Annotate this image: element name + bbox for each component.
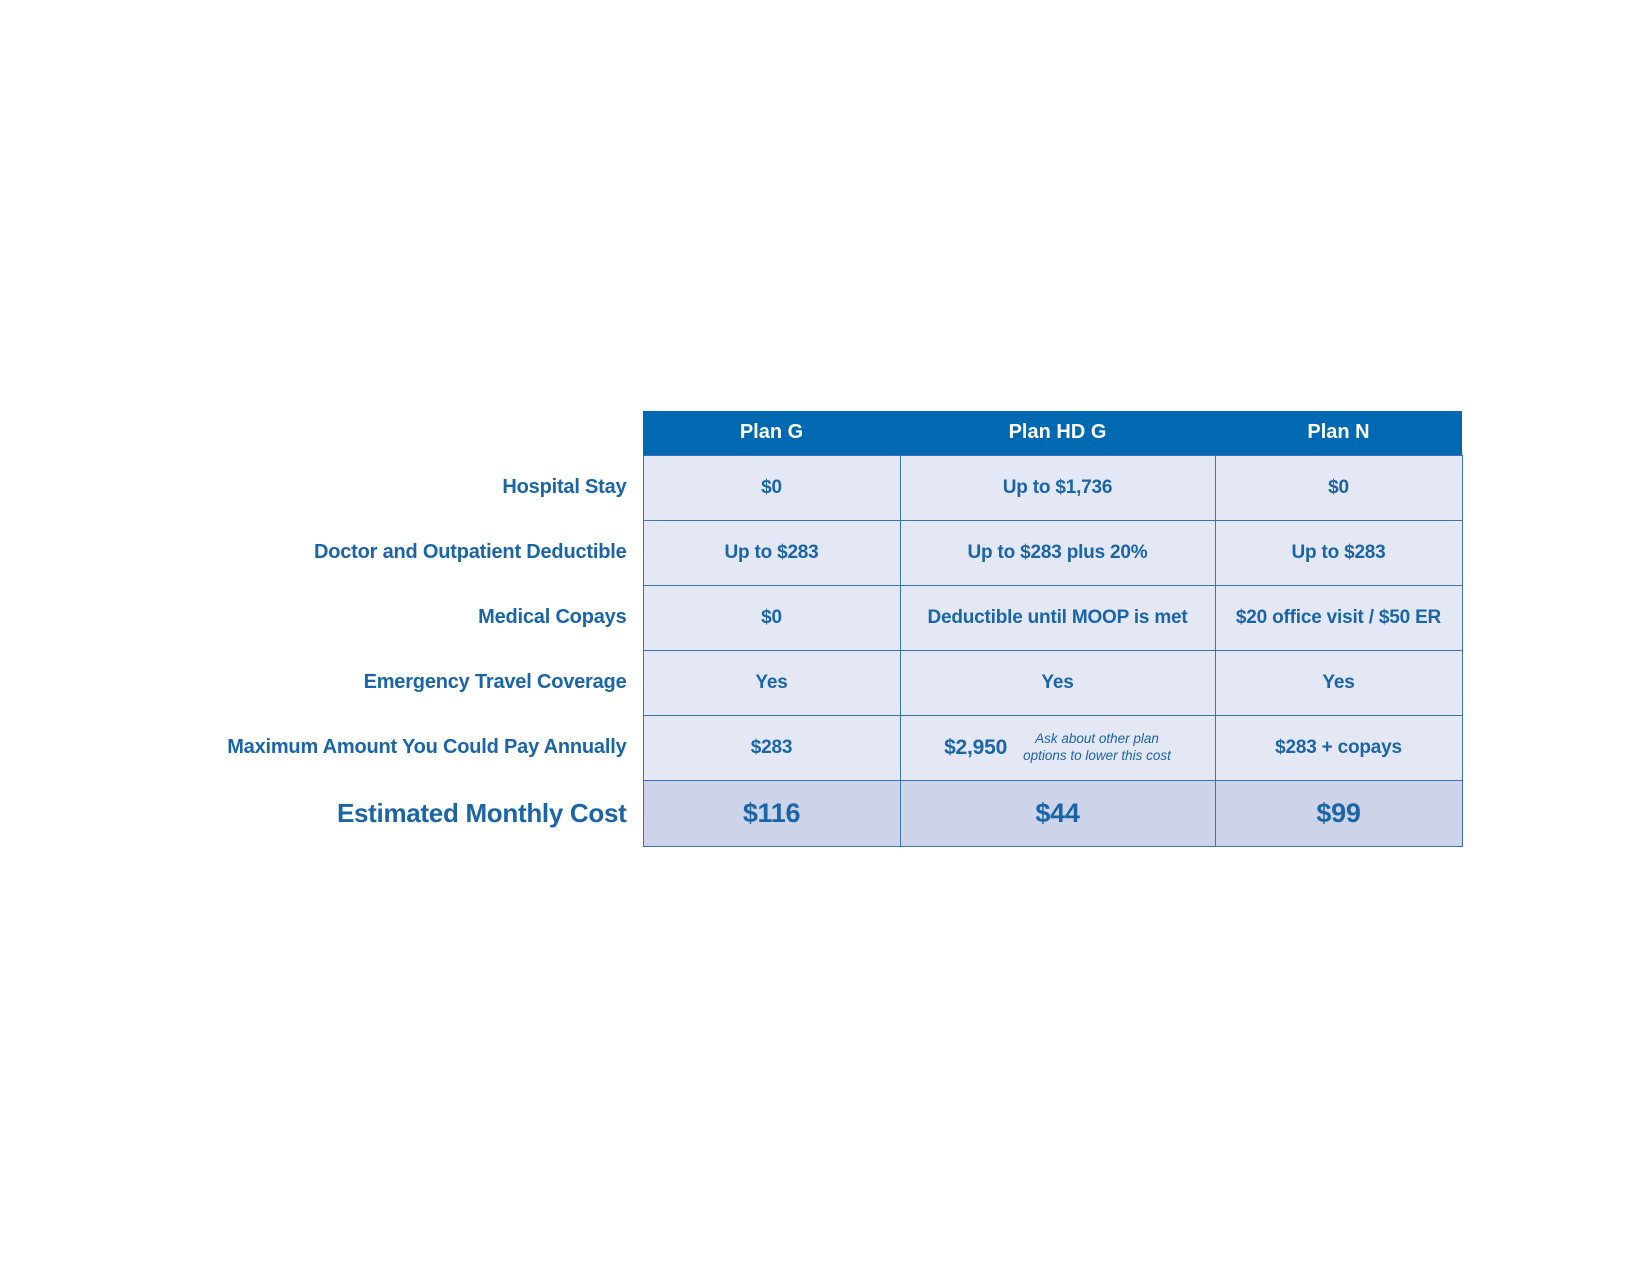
table-row-hospital-stay <box>150 455 1462 520</box>
row-label-medical-copays: Medical Copays <box>478 606 627 628</box>
cell-copays-plan-hd-g: Deductible until MOOP is met <box>900 585 1215 650</box>
cell-travel-plan-hd-g: Yes <box>900 650 1215 715</box>
table-row-deductible <box>150 520 1462 585</box>
cell-max-annual-plan-n: $283 + copays <box>1215 715 1462 780</box>
cell-travel-plan-n: Yes <box>1215 650 1462 715</box>
cell-monthly-cost-plan-n: $99 <box>1215 780 1462 846</box>
cell-copays-plan-n: $20 office visit / $50 ER <box>1215 585 1462 650</box>
column-header-plan-hd-g: Plan HD G <box>900 411 1215 455</box>
row-label-deductible: Doctor and Outpatient Deductible <box>314 541 627 563</box>
row-label-hospital-stay: Hospital Stay <box>502 476 627 498</box>
header-spacer <box>150 411 643 455</box>
max-annual-hd-g-content <box>901 731 1215 763</box>
cell-max-annual-plan-hd-g <box>900 715 1215 780</box>
header-row <box>150 411 1462 455</box>
row-label-monthly-cost: Estimated Monthly Cost <box>336 797 627 828</box>
cell-travel-plan-g: Yes <box>643 650 900 715</box>
cell-deductible-plan-hd-g: Up to $283 plus 20% <box>900 520 1215 585</box>
plan-options-note-line2: options to lower this cost <box>1023 747 1171 763</box>
column-header-plan-g: Plan G <box>643 411 900 455</box>
table-row-medical-copays <box>150 585 1462 650</box>
table-row-travel-coverage <box>150 650 1462 715</box>
table-row-monthly-cost <box>150 780 1462 846</box>
plan-options-note <box>1023 731 1171 763</box>
cell-copays-plan-g: $0 <box>643 585 900 650</box>
max-annual-hd-g-value: $2,950 <box>944 735 1008 759</box>
table-row-max-annual <box>150 715 1462 780</box>
cell-max-annual-plan-g: $283 <box>643 715 900 780</box>
cell-monthly-cost-plan-hd-g: $44 <box>900 780 1215 846</box>
cell-monthly-cost-plan-g: $116 <box>643 780 900 846</box>
column-header-plan-n: Plan N <box>1215 411 1462 455</box>
cell-hospital-stay-plan-g: $0 <box>643 455 900 520</box>
row-label-max-annual: Maximum Amount You Could Pay Annually <box>227 736 627 758</box>
cell-hospital-stay-plan-hd-g: Up to $1,736 <box>900 455 1215 520</box>
row-label-travel-coverage: Emergency Travel Coverage <box>363 671 627 693</box>
cell-deductible-plan-n: Up to $283 <box>1215 520 1462 585</box>
plan-options-note-line1: Ask about other plan <box>1035 731 1159 747</box>
cell-hospital-stay-plan-n: $0 <box>1215 455 1462 520</box>
cell-deductible-plan-g: Up to $283 <box>643 520 900 585</box>
plan-comparison-table <box>150 411 1463 847</box>
